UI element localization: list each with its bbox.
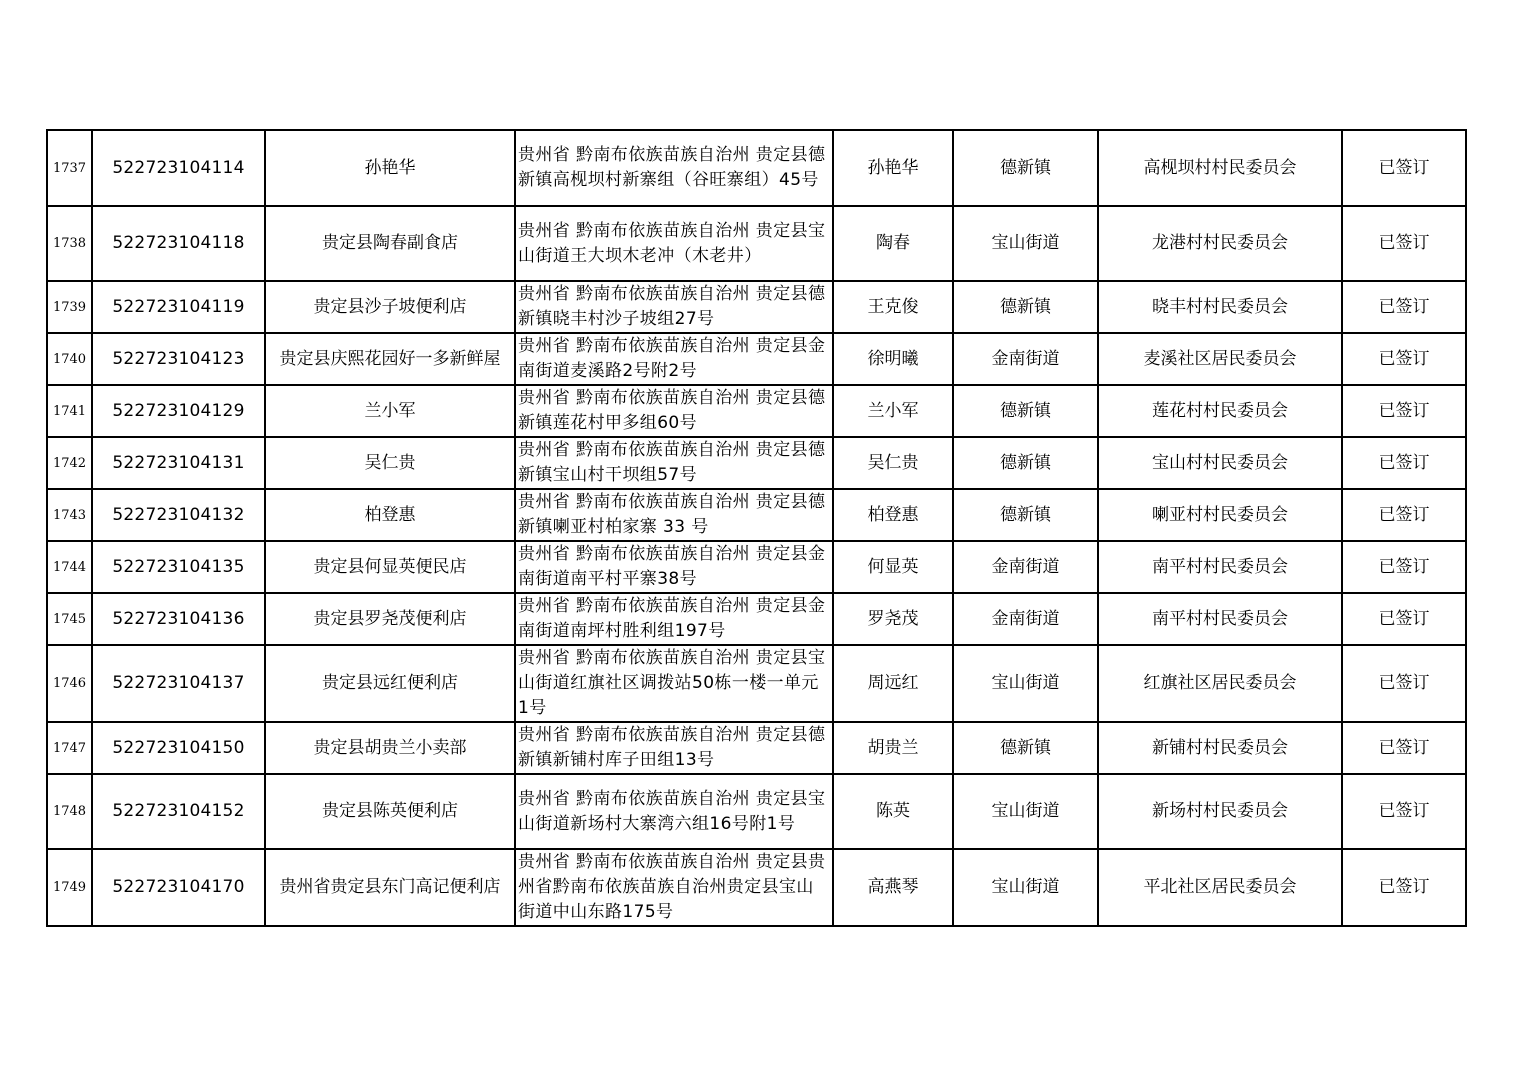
merchant-name: 贵定县陈英便利店 bbox=[265, 774, 515, 849]
merchant-name: 贵定县陶春副食店 bbox=[265, 206, 515, 281]
merchant-code: 522723104150 bbox=[92, 722, 265, 774]
contact-person: 高燕琴 bbox=[833, 849, 953, 926]
merchant-code: 522723104119 bbox=[92, 281, 265, 333]
merchant-code: 522723104135 bbox=[92, 541, 265, 593]
town: 宝山街道 bbox=[953, 645, 1098, 722]
merchant-address: 贵州省 黔南布依族苗族自治州 贵定县德新镇莲花村甲多组60号 bbox=[515, 385, 833, 437]
table-row bbox=[47, 489, 1466, 541]
row-index: 1741 bbox=[47, 385, 92, 437]
contact-person: 王克俊 bbox=[833, 281, 953, 333]
table-row bbox=[47, 593, 1466, 645]
committee: 南平村村民委员会 bbox=[1098, 541, 1342, 593]
contact-person: 吴仁贵 bbox=[833, 437, 953, 489]
table-row bbox=[47, 541, 1466, 593]
row-index: 1738 bbox=[47, 206, 92, 281]
row-index: 1744 bbox=[47, 541, 92, 593]
merchant-address: 贵州省 黔南布依族苗族自治州 贵定县宝山街道王大坝木老冲（木老井） bbox=[515, 206, 833, 281]
town: 金南街道 bbox=[953, 593, 1098, 645]
row-index: 1745 bbox=[47, 593, 92, 645]
row-index: 1742 bbox=[47, 437, 92, 489]
committee: 晓丰村村民委员会 bbox=[1098, 281, 1342, 333]
merchant-code: 522723104136 bbox=[92, 593, 265, 645]
row-index: 1749 bbox=[47, 849, 92, 926]
sign-status: 已签订 bbox=[1342, 849, 1466, 926]
committee: 高枧坝村村民委员会 bbox=[1098, 130, 1342, 206]
sign-status: 已签订 bbox=[1342, 722, 1466, 774]
sign-status: 已签订 bbox=[1342, 593, 1466, 645]
contact-person: 罗尧茂 bbox=[833, 593, 953, 645]
merchant-name: 贵定县罗尧茂便利店 bbox=[265, 593, 515, 645]
merchant-code: 522723104129 bbox=[92, 385, 265, 437]
merchant-address: 贵州省 黔南布依族苗族自治州 贵定县贵州省黔南布依族苗族自治州贵定县宝山街道中山东路175号 bbox=[515, 849, 833, 926]
table-row bbox=[47, 130, 1466, 206]
sign-status: 已签订 bbox=[1342, 645, 1466, 722]
merchant-address: 贵州省 黔南布依族苗族自治州 贵定县宝山街道新场村大寨湾六组16号附1号 bbox=[515, 774, 833, 849]
merchant-address: 贵州省 黔南布依族苗族自治州 贵定县德新镇喇亚村柏家寨 33 号 bbox=[515, 489, 833, 541]
table-row bbox=[47, 385, 1466, 437]
contact-person: 孙艳华 bbox=[833, 130, 953, 206]
table-row bbox=[47, 437, 1466, 489]
table-row bbox=[47, 206, 1466, 281]
contact-person: 徐明曦 bbox=[833, 333, 953, 385]
merchant-address: 贵州省 黔南布依族苗族自治州 贵定县德新镇高枧坝村新寨组（谷旺寨组）45号 bbox=[515, 130, 833, 206]
merchant-address: 贵州省 黔南布依族苗族自治州 贵定县德新镇晓丰村沙子坡组27号 bbox=[515, 281, 833, 333]
town: 金南街道 bbox=[953, 333, 1098, 385]
merchant-name: 贵定县庆熙花园好一多新鲜屋 bbox=[265, 333, 515, 385]
committee: 南平村村民委员会 bbox=[1098, 593, 1342, 645]
committee: 莲花村村民委员会 bbox=[1098, 385, 1342, 437]
town: 德新镇 bbox=[953, 722, 1098, 774]
table-row bbox=[47, 281, 1466, 333]
contact-person: 何显英 bbox=[833, 541, 953, 593]
table-row bbox=[47, 774, 1466, 849]
merchant-code: 522723104123 bbox=[92, 333, 265, 385]
merchant-code: 522723104170 bbox=[92, 849, 265, 926]
merchant-address: 贵州省 黔南布依族苗族自治州 贵定县金南街道麦溪路2号附2号 bbox=[515, 333, 833, 385]
sign-status: 已签订 bbox=[1342, 333, 1466, 385]
committee: 平北社区居民委员会 bbox=[1098, 849, 1342, 926]
merchant-code: 522723104118 bbox=[92, 206, 265, 281]
contact-person: 柏登惠 bbox=[833, 489, 953, 541]
sign-status: 已签订 bbox=[1342, 281, 1466, 333]
town: 金南街道 bbox=[953, 541, 1098, 593]
row-index: 1748 bbox=[47, 774, 92, 849]
committee: 喇亚村村民委员会 bbox=[1098, 489, 1342, 541]
row-index: 1743 bbox=[47, 489, 92, 541]
merchant-name: 贵定县何显英便民店 bbox=[265, 541, 515, 593]
merchant-address: 贵州省 黔南布依族苗族自治州 贵定县德新镇宝山村干坝组57号 bbox=[515, 437, 833, 489]
merchant-name: 贵定县胡贵兰小卖部 bbox=[265, 722, 515, 774]
committee: 宝山村村民委员会 bbox=[1098, 437, 1342, 489]
contact-person: 陈英 bbox=[833, 774, 953, 849]
row-index: 1746 bbox=[47, 645, 92, 722]
committee: 红旗社区居民委员会 bbox=[1098, 645, 1342, 722]
merchant-name: 吴仁贵 bbox=[265, 437, 515, 489]
records-table bbox=[46, 129, 1467, 927]
merchant-address: 贵州省 黔南布依族苗族自治州 贵定县宝山街道红旗社区调拨站50栋一楼一单元1号 bbox=[515, 645, 833, 722]
merchant-code: 522723104132 bbox=[92, 489, 265, 541]
merchant-address: 贵州省 黔南布依族苗族自治州 贵定县德新镇新铺村库子田组13号 bbox=[515, 722, 833, 774]
merchant-name: 孙艳华 bbox=[265, 130, 515, 206]
row-index: 1747 bbox=[47, 722, 92, 774]
merchant-name: 贵定县沙子坡便利店 bbox=[265, 281, 515, 333]
committee: 新场村村民委员会 bbox=[1098, 774, 1342, 849]
contact-person: 胡贵兰 bbox=[833, 722, 953, 774]
row-index: 1740 bbox=[47, 333, 92, 385]
town: 德新镇 bbox=[953, 130, 1098, 206]
town: 德新镇 bbox=[953, 385, 1098, 437]
table-row bbox=[47, 333, 1466, 385]
merchant-code: 522723104114 bbox=[92, 130, 265, 206]
merchant-name: 贵州省贵定县东门高记便利店 bbox=[265, 849, 515, 926]
merchant-code: 522723104137 bbox=[92, 645, 265, 722]
town: 德新镇 bbox=[953, 489, 1098, 541]
town: 宝山街道 bbox=[953, 206, 1098, 281]
town: 德新镇 bbox=[953, 437, 1098, 489]
table-row bbox=[47, 722, 1466, 774]
row-index: 1737 bbox=[47, 130, 92, 206]
town: 宝山街道 bbox=[953, 774, 1098, 849]
contact-person: 兰小军 bbox=[833, 385, 953, 437]
sign-status: 已签订 bbox=[1342, 130, 1466, 206]
sign-status: 已签订 bbox=[1342, 774, 1466, 849]
merchant-name: 贵定县远红便利店 bbox=[265, 645, 515, 722]
contact-person: 周远红 bbox=[833, 645, 953, 722]
committee: 新铺村村民委员会 bbox=[1098, 722, 1342, 774]
merchant-name: 柏登惠 bbox=[265, 489, 515, 541]
merchant-code: 522723104152 bbox=[92, 774, 265, 849]
row-index: 1739 bbox=[47, 281, 92, 333]
merchant-address: 贵州省 黔南布依族苗族自治州 贵定县金南街道南坪村胜利组197号 bbox=[515, 593, 833, 645]
sign-status: 已签订 bbox=[1342, 385, 1466, 437]
contact-person: 陶春 bbox=[833, 206, 953, 281]
sign-status: 已签订 bbox=[1342, 437, 1466, 489]
merchant-address: 贵州省 黔南布依族苗族自治州 贵定县金南街道南平村平寨38号 bbox=[515, 541, 833, 593]
town: 德新镇 bbox=[953, 281, 1098, 333]
merchant-name: 兰小军 bbox=[265, 385, 515, 437]
sign-status: 已签订 bbox=[1342, 206, 1466, 281]
committee: 麦溪社区居民委员会 bbox=[1098, 333, 1342, 385]
table-row bbox=[47, 849, 1466, 926]
sign-status: 已签订 bbox=[1342, 541, 1466, 593]
sign-status: 已签订 bbox=[1342, 489, 1466, 541]
table-row bbox=[47, 645, 1466, 722]
merchant-code: 522723104131 bbox=[92, 437, 265, 489]
town: 宝山街道 bbox=[953, 849, 1098, 926]
committee: 龙港村村民委员会 bbox=[1098, 206, 1342, 281]
